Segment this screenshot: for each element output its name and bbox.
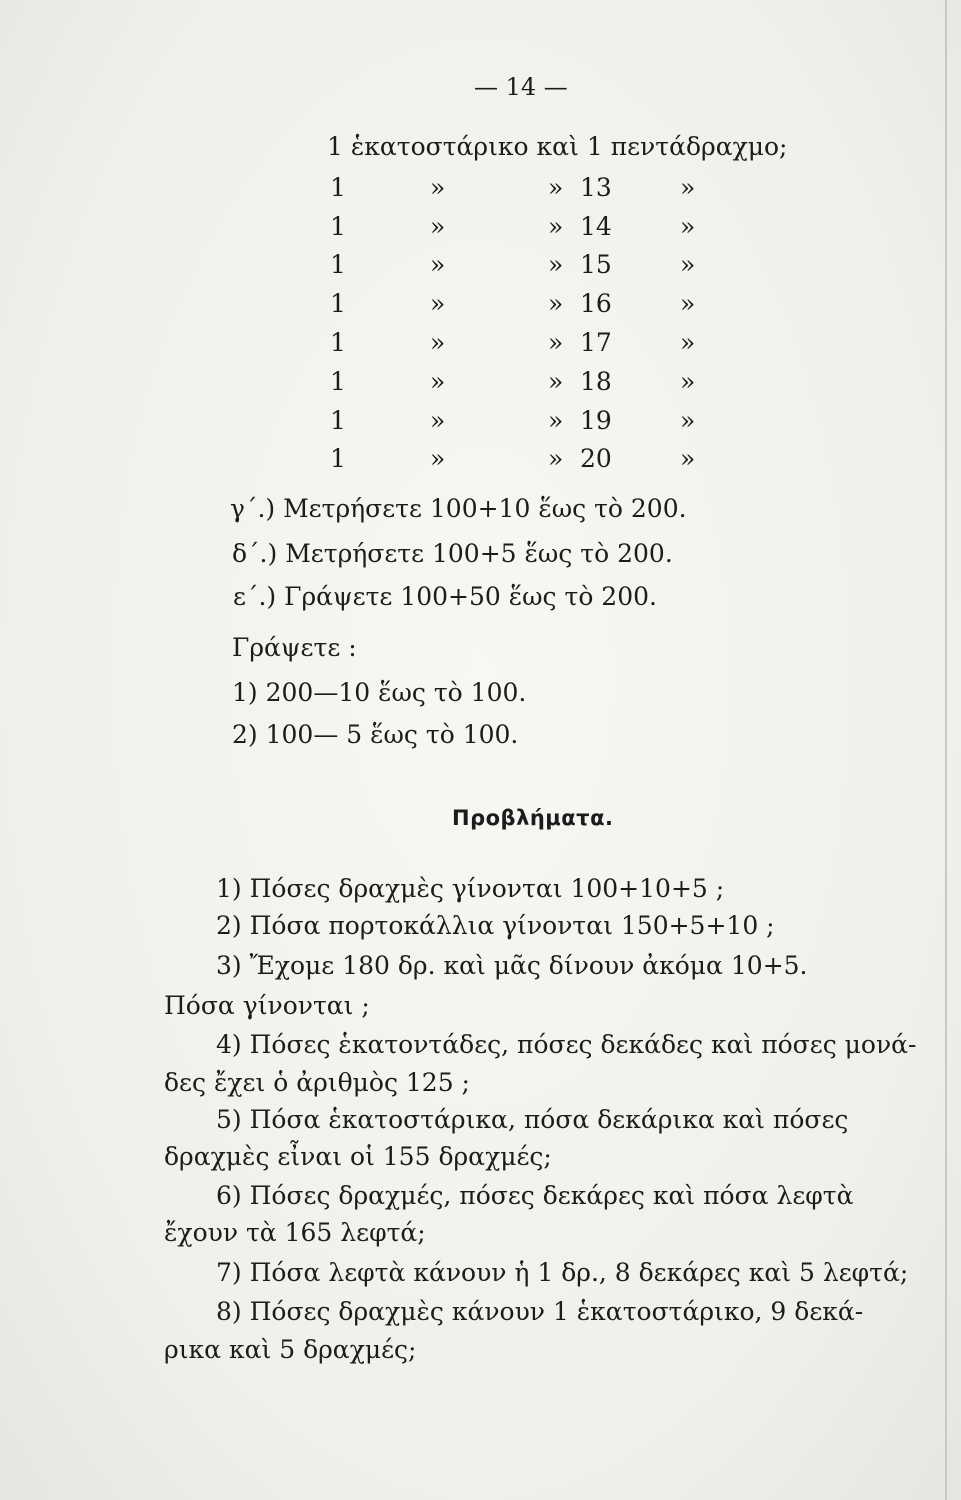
- row-number: 19: [580, 406, 612, 435]
- intro-line: 1 ἑκατοστάρικο καὶ 1 πεντάδραχμο;: [327, 132, 788, 161]
- row-number: 15: [580, 250, 612, 279]
- row-number: 20: [580, 444, 612, 473]
- problem-line: ρικα καὶ 5 δραχμές;: [164, 1335, 417, 1364]
- row-number: 14: [580, 212, 612, 241]
- ditto-mark: »: [680, 328, 696, 357]
- ditto-mark: »: [430, 289, 446, 318]
- problems-heading: Προβλήματα.: [452, 806, 614, 830]
- ditto-mark: »: [680, 406, 696, 435]
- ditto-mark: »: [680, 289, 696, 318]
- ditto-mark: »: [430, 444, 446, 473]
- write-item: 1) 200—10 ἕως τὸ 100.: [232, 678, 527, 707]
- ditto-mark: »: [548, 406, 564, 435]
- row-number: 17: [580, 328, 612, 357]
- row-count: 1: [330, 173, 346, 202]
- exercise-line: δ΄.) Μετρήσετε 100+5 ἕως τὸ 200.: [232, 539, 673, 568]
- row-count: 1: [330, 289, 346, 318]
- row-count: 1: [330, 328, 346, 357]
- row-count: 1: [330, 250, 346, 279]
- ditto-mark: »: [548, 212, 564, 241]
- row-count: 1: [330, 212, 346, 241]
- problem-line: ἔχουν τὰ 165 λεφτά;: [164, 1218, 426, 1247]
- ditto-mark: »: [430, 406, 446, 435]
- ditto-mark: »: [548, 289, 564, 318]
- problem-line: Πόσα γίνονται ;: [164, 991, 370, 1020]
- write-item: 2) 100— 5 ἕως τὸ 100.: [232, 720, 519, 749]
- ditto-mark: »: [548, 173, 564, 202]
- row-count: 1: [330, 367, 346, 396]
- row-number: 13: [580, 173, 612, 202]
- problem-line: 3) Ἔχομε 180 δρ. καὶ μᾶς δίνουν ἀκόμα 10+5.: [216, 951, 808, 980]
- ditto-mark: »: [548, 328, 564, 357]
- exercise-line: γ΄.) Μετρήσετε 100+10 ἕως τὸ 200.: [230, 494, 687, 523]
- ditto-mark: »: [548, 367, 564, 396]
- problem-line: 8) Πόσες δραχμὲς κάνουν 1 ἑκατοστάρικο, 9 δεκά-: [216, 1297, 864, 1326]
- problem-line: 6) Πόσες δραχμές, πόσες δεκάρες καὶ πόσα λεφτὰ: [216, 1181, 854, 1210]
- problem-line: 2) Πόσα πορτοκάλλια γίνονται 150+5+10 ;: [216, 911, 775, 940]
- row-number: 18: [580, 367, 612, 396]
- problem-line: δραχμὲς εἶναι οἱ 155 δραχμές;: [164, 1142, 552, 1171]
- ditto-mark: »: [548, 444, 564, 473]
- ditto-mark: »: [680, 212, 696, 241]
- ditto-mark: »: [548, 250, 564, 279]
- ditto-mark: »: [430, 250, 446, 279]
- ditto-mark: »: [680, 444, 696, 473]
- row-count: 1: [330, 444, 346, 473]
- page-edge-line: [945, 0, 947, 1500]
- exercise-line: ε΄.) Γράψετε 100+50 ἕως τὸ 200.: [233, 582, 657, 611]
- ditto-mark: »: [680, 173, 696, 202]
- problem-line: 1) Πόσες δραχμὲς γίνονται 100+10+5 ;: [216, 874, 725, 903]
- row-number: 16: [580, 289, 612, 318]
- problem-line: 7) Πόσα λεφτὰ κάνουν ἡ 1 δρ., 8 δεκάρες καὶ 5 λεφτά;: [216, 1258, 909, 1287]
- ditto-mark: »: [430, 173, 446, 202]
- problem-line: 4) Πόσες ἑκατοντάδες, πόσες δεκάδες καὶ πόσες μονά-: [216, 1030, 917, 1059]
- ditto-mark: »: [680, 250, 696, 279]
- problem-line: 5) Πόσα ἑκατοστάρικα, πόσα δεκάρικα καὶ πόσες: [216, 1105, 849, 1134]
- write-label: Γράψετε :: [232, 633, 357, 662]
- ditto-mark: »: [430, 212, 446, 241]
- row-count: 1: [330, 406, 346, 435]
- page-number: — 14 —: [474, 73, 568, 101]
- problem-line: δες ἔχει ὁ ἀριθμὸς 125 ;: [164, 1068, 470, 1097]
- ditto-mark: »: [680, 367, 696, 396]
- ditto-mark: »: [430, 367, 446, 396]
- ditto-mark: »: [430, 328, 446, 357]
